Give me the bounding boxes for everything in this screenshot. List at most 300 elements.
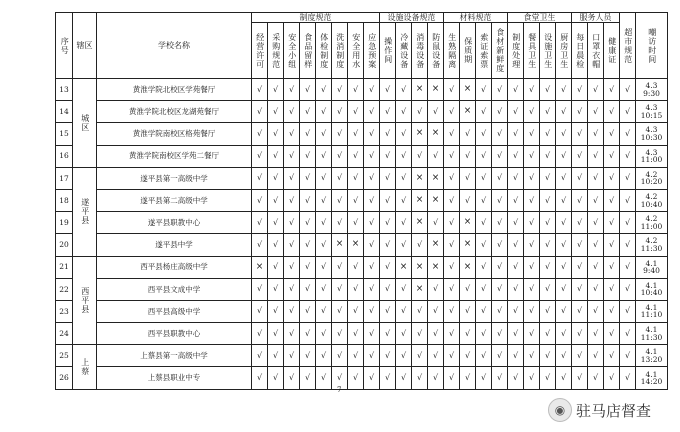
check-mark: √: [588, 323, 604, 345]
check-mark: √: [492, 189, 508, 211]
header-subitem: 食品留样: [300, 23, 316, 79]
district-cell: 上蔡: [73, 345, 97, 389]
check-mark: √: [300, 145, 316, 167]
check-mark: √: [348, 123, 364, 145]
check-mark: √: [364, 123, 380, 145]
table-row: [56, 189, 668, 211]
check-mark: √: [300, 300, 316, 322]
check-mark: √: [364, 167, 380, 189]
check-mark: √: [524, 367, 540, 389]
check-mark: √: [508, 300, 524, 322]
check-mark: √: [588, 145, 604, 167]
check-mark: √: [364, 367, 380, 389]
check-mark: √: [556, 234, 572, 256]
school-name: 上蔡县第一高级中学: [97, 345, 252, 367]
check-mark: √: [620, 256, 636, 278]
visit-time: 4.1 11:10: [636, 300, 668, 322]
check-mark: √: [620, 278, 636, 300]
check-mark: √: [332, 300, 348, 322]
visit-time: 4.1 13:20: [636, 345, 668, 367]
check-mark: √: [572, 278, 588, 300]
check-mark: √: [396, 167, 412, 189]
check-mark: √: [524, 145, 540, 167]
check-mark: √: [556, 278, 572, 300]
check-mark: √: [572, 345, 588, 367]
table-row: [56, 323, 668, 345]
check-mark: √: [316, 278, 332, 300]
check-mark: √: [396, 278, 412, 300]
check-mark: √: [348, 367, 364, 389]
check-mark: √: [620, 323, 636, 345]
check-mark: √: [316, 101, 332, 123]
check-mark: √: [348, 345, 364, 367]
check-mark: √: [524, 345, 540, 367]
school-name: 西平县职教中心: [97, 323, 252, 345]
check-mark: √: [540, 345, 556, 367]
check-mark: √: [524, 189, 540, 211]
check-mark: √: [620, 212, 636, 234]
check-mark: √: [508, 189, 524, 211]
school-name: 遂平县职教中心: [97, 212, 252, 234]
check-mark: √: [252, 212, 268, 234]
check-mark: √: [572, 167, 588, 189]
check-mark: √: [380, 256, 396, 278]
check-mark: √: [476, 212, 492, 234]
check-mark: √: [524, 234, 540, 256]
district-cell: 遂平县: [73, 167, 97, 256]
check-mark: √: [556, 300, 572, 322]
check-mark: √: [284, 323, 300, 345]
check-mark: √: [300, 101, 316, 123]
check-mark: √: [540, 189, 556, 211]
check-mark: √: [444, 300, 460, 322]
header-subitem: 洗消制度: [332, 23, 348, 79]
row-seq: 16: [56, 145, 73, 167]
visit-time: 4.1 9:40: [636, 256, 668, 278]
check-mark: √: [492, 79, 508, 101]
check-mark: √: [268, 323, 284, 345]
school-name: 黄淮学院南校区学苑二餐厅: [97, 145, 252, 167]
header-group-system: 制度规范: [252, 13, 380, 23]
check-mark: √: [252, 167, 268, 189]
check-mark: √: [476, 189, 492, 211]
check-mark: √: [540, 123, 556, 145]
table-row: [56, 167, 668, 189]
check-mark: √: [540, 278, 556, 300]
check-mark: √: [252, 145, 268, 167]
check-mark: √: [268, 234, 284, 256]
check-mark: √: [508, 323, 524, 345]
cross-mark: ×: [428, 123, 444, 145]
cross-mark: ×: [412, 167, 428, 189]
district-cell: 西平县: [73, 256, 97, 345]
check-mark: √: [476, 345, 492, 367]
header-district: 辖区: [73, 13, 97, 79]
header-supermarket: 超市规范: [620, 13, 636, 79]
check-mark: √: [300, 278, 316, 300]
check-mark: √: [460, 323, 476, 345]
check-mark: √: [428, 323, 444, 345]
check-mark: √: [524, 278, 540, 300]
check-mark: √: [476, 256, 492, 278]
check-mark: √: [588, 189, 604, 211]
check-mark: √: [588, 212, 604, 234]
check-mark: √: [316, 367, 332, 389]
cross-mark: ×: [460, 256, 476, 278]
check-mark: √: [300, 345, 316, 367]
table-row: [56, 101, 668, 123]
check-mark: √: [444, 234, 460, 256]
check-mark: √: [348, 323, 364, 345]
cross-mark: ×: [428, 189, 444, 211]
check-mark: √: [284, 101, 300, 123]
check-mark: √: [348, 300, 364, 322]
check-mark: √: [508, 278, 524, 300]
check-mark: √: [332, 367, 348, 389]
check-mark: √: [572, 367, 588, 389]
page-number: 7: [337, 386, 342, 394]
check-mark: √: [348, 167, 364, 189]
check-mark: √: [556, 189, 572, 211]
header-subitem: 餐具卫生: [524, 23, 540, 79]
check-mark: √: [332, 345, 348, 367]
check-mark: √: [540, 101, 556, 123]
check-mark: √: [396, 234, 412, 256]
check-mark: √: [556, 367, 572, 389]
check-mark: √: [508, 145, 524, 167]
check-mark: √: [444, 123, 460, 145]
check-mark: √: [492, 256, 508, 278]
cross-mark: ×: [252, 256, 268, 278]
check-mark: √: [348, 145, 364, 167]
table-row: [56, 278, 668, 300]
check-mark: √: [524, 79, 540, 101]
header-subitem: 每日晨检: [572, 23, 588, 79]
check-mark: √: [428, 278, 444, 300]
row-seq: 24: [56, 323, 73, 345]
check-mark: √: [364, 256, 380, 278]
check-mark: √: [348, 256, 364, 278]
check-mark: √: [460, 367, 476, 389]
check-mark: √: [492, 234, 508, 256]
check-mark: √: [572, 189, 588, 211]
check-mark: √: [444, 345, 460, 367]
row-seq: 19: [56, 212, 73, 234]
check-mark: √: [444, 323, 460, 345]
check-mark: √: [572, 234, 588, 256]
check-mark: √: [620, 345, 636, 367]
check-mark: √: [284, 278, 300, 300]
check-mark: √: [572, 212, 588, 234]
check-mark: √: [428, 367, 444, 389]
check-mark: √: [332, 79, 348, 101]
check-mark: √: [604, 189, 620, 211]
check-mark: √: [268, 256, 284, 278]
header-subitem: 冷藏设备: [396, 23, 412, 79]
table-row: [56, 123, 668, 145]
check-mark: √: [268, 167, 284, 189]
check-mark: √: [556, 101, 572, 123]
check-mark: √: [268, 189, 284, 211]
check-mark: √: [300, 167, 316, 189]
visit-time: 4.1 10:40: [636, 278, 668, 300]
check-mark: √: [252, 367, 268, 389]
check-mark: √: [460, 300, 476, 322]
check-mark: √: [476, 101, 492, 123]
check-mark: √: [316, 123, 332, 145]
check-mark: √: [300, 123, 316, 145]
check-mark: √: [508, 345, 524, 367]
header-subitem: 安全小组: [284, 23, 300, 79]
check-mark: √: [444, 79, 460, 101]
check-mark: √: [444, 367, 460, 389]
check-mark: √: [380, 323, 396, 345]
check-mark: √: [284, 212, 300, 234]
check-mark: √: [572, 256, 588, 278]
check-mark: √: [524, 167, 540, 189]
cross-mark: ×: [428, 256, 444, 278]
check-mark: √: [380, 79, 396, 101]
check-mark: √: [380, 367, 396, 389]
check-mark: √: [604, 234, 620, 256]
check-mark: √: [508, 167, 524, 189]
check-mark: √: [604, 101, 620, 123]
check-mark: √: [364, 189, 380, 211]
check-mark: √: [380, 234, 396, 256]
check-mark: √: [316, 345, 332, 367]
check-mark: √: [268, 212, 284, 234]
check-mark: √: [332, 212, 348, 234]
table-row: [56, 79, 668, 101]
check-mark: √: [284, 123, 300, 145]
check-mark: √: [428, 145, 444, 167]
check-mark: √: [396, 345, 412, 367]
school-name: 黄淮学院南校区格苑餐厅: [97, 123, 252, 145]
check-mark: √: [620, 234, 636, 256]
check-mark: √: [364, 300, 380, 322]
check-mark: √: [428, 101, 444, 123]
check-mark: √: [540, 367, 556, 389]
cross-mark: ×: [412, 79, 428, 101]
check-mark: √: [508, 256, 524, 278]
check-mark: √: [556, 167, 572, 189]
check-mark: √: [300, 79, 316, 101]
header-subitem: 应急预案: [364, 23, 380, 79]
table-row: [56, 234, 668, 256]
cross-mark: ×: [460, 101, 476, 123]
visit-time: 4.2 10:40: [636, 189, 668, 211]
check-mark: √: [300, 234, 316, 256]
check-mark: √: [300, 212, 316, 234]
row-seq: 13: [56, 79, 73, 101]
cross-mark: ×: [332, 234, 348, 256]
header-subitem: 操作间: [380, 23, 396, 79]
check-mark: √: [540, 256, 556, 278]
check-mark: √: [316, 212, 332, 234]
check-mark: √: [476, 300, 492, 322]
check-mark: √: [476, 123, 492, 145]
check-mark: √: [460, 278, 476, 300]
check-mark: √: [492, 300, 508, 322]
check-mark: √: [348, 79, 364, 101]
check-mark: √: [524, 323, 540, 345]
check-mark: √: [588, 278, 604, 300]
visit-time: 4.2 10:20: [636, 167, 668, 189]
check-mark: √: [284, 145, 300, 167]
check-mark: √: [300, 323, 316, 345]
check-mark: √: [444, 278, 460, 300]
cross-mark: ×: [460, 212, 476, 234]
check-mark: √: [348, 189, 364, 211]
check-mark: √: [300, 189, 316, 211]
watermark: [548, 398, 651, 422]
check-mark: √: [268, 79, 284, 101]
check-mark: √: [524, 300, 540, 322]
row-seq: 17: [56, 167, 73, 189]
check-mark: √: [380, 167, 396, 189]
header-subitem: 防鼠设备: [428, 23, 444, 79]
check-mark: √: [620, 123, 636, 145]
check-mark: √: [588, 101, 604, 123]
check-mark: √: [588, 300, 604, 322]
check-mark: √: [620, 101, 636, 123]
check-mark: √: [540, 300, 556, 322]
check-mark: √: [316, 189, 332, 211]
check-mark: √: [268, 300, 284, 322]
visit-time: 4.3 10:15: [636, 101, 668, 123]
check-mark: √: [460, 189, 476, 211]
check-mark: √: [492, 123, 508, 145]
check-mark: √: [252, 345, 268, 367]
check-mark: √: [284, 256, 300, 278]
cross-mark: ×: [348, 234, 364, 256]
check-mark: √: [316, 167, 332, 189]
inspection-table: [55, 12, 668, 390]
check-mark: √: [300, 367, 316, 389]
row-seq: 18: [56, 189, 73, 211]
school-name: 西平县高级中学: [97, 300, 252, 322]
check-mark: √: [428, 345, 444, 367]
check-mark: √: [604, 145, 620, 167]
header-subitem: 健康证: [604, 23, 620, 79]
check-mark: √: [396, 367, 412, 389]
check-mark: √: [588, 256, 604, 278]
check-mark: √: [332, 278, 348, 300]
check-mark: √: [604, 323, 620, 345]
visit-time: 4.3 11:00: [636, 145, 668, 167]
watermark-text: 驻马店督查: [576, 401, 652, 420]
check-mark: √: [252, 278, 268, 300]
table-row: [56, 145, 668, 167]
header-group-staff: 服务人员: [572, 13, 620, 23]
check-mark: √: [524, 256, 540, 278]
row-seq: 21: [56, 256, 73, 278]
check-mark: √: [444, 167, 460, 189]
check-mark: √: [396, 145, 412, 167]
check-mark: √: [396, 323, 412, 345]
check-mark: √: [364, 145, 380, 167]
check-mark: √: [364, 212, 380, 234]
row-seq: 20: [56, 234, 73, 256]
check-mark: √: [252, 101, 268, 123]
header-seq: 序号: [56, 13, 73, 79]
school-name: 黄淮学院北校区龙湖苑餐厅: [97, 101, 252, 123]
check-mark: √: [588, 167, 604, 189]
header-subitem: 消毒设备: [412, 23, 428, 79]
check-mark: √: [476, 278, 492, 300]
check-mark: √: [364, 278, 380, 300]
check-mark: √: [268, 145, 284, 167]
check-mark: √: [460, 123, 476, 145]
check-mark: √: [556, 256, 572, 278]
check-mark: √: [444, 212, 460, 234]
check-mark: √: [508, 101, 524, 123]
check-mark: √: [268, 278, 284, 300]
row-seq: 14: [56, 101, 73, 123]
check-mark: √: [380, 101, 396, 123]
check-mark: √: [316, 145, 332, 167]
check-mark: √: [284, 234, 300, 256]
check-mark: √: [588, 79, 604, 101]
check-mark: √: [540, 234, 556, 256]
check-mark: √: [604, 278, 620, 300]
check-mark: √: [252, 123, 268, 145]
check-mark: √: [572, 79, 588, 101]
check-mark: √: [620, 79, 636, 101]
school-name: 遂平县中学: [97, 234, 252, 256]
check-mark: √: [572, 145, 588, 167]
check-mark: √: [540, 145, 556, 167]
header-group-facility: 设施设备规范: [380, 13, 444, 23]
check-mark: √: [316, 300, 332, 322]
visit-time: 4.3 10:30: [636, 123, 668, 145]
check-mark: √: [396, 101, 412, 123]
cross-mark: ×: [396, 256, 412, 278]
row-seq: 22: [56, 278, 73, 300]
header-visit-time: 嘲访时间: [636, 13, 668, 79]
header-subitem: 设施卫生: [540, 23, 556, 79]
check-mark: √: [364, 101, 380, 123]
header-subitem: 保质期: [460, 23, 476, 79]
check-mark: √: [332, 145, 348, 167]
check-mark: √: [348, 212, 364, 234]
check-mark: √: [252, 189, 268, 211]
check-mark: √: [380, 345, 396, 367]
check-mark: √: [412, 234, 428, 256]
check-mark: √: [284, 167, 300, 189]
check-mark: √: [572, 101, 588, 123]
wechat-icon: ◉: [548, 398, 572, 422]
check-mark: √: [476, 234, 492, 256]
table-row: [56, 256, 668, 278]
school-name: 西平县文成中学: [97, 278, 252, 300]
check-mark: √: [332, 123, 348, 145]
check-mark: √: [380, 189, 396, 211]
check-mark: √: [620, 300, 636, 322]
check-mark: √: [332, 189, 348, 211]
check-mark: √: [396, 79, 412, 101]
check-mark: √: [396, 123, 412, 145]
cross-mark: ×: [412, 256, 428, 278]
check-mark: √: [556, 345, 572, 367]
check-mark: √: [444, 101, 460, 123]
check-mark: √: [588, 234, 604, 256]
check-mark: √: [572, 123, 588, 145]
check-mark: √: [492, 278, 508, 300]
check-mark: √: [604, 123, 620, 145]
check-mark: √: [620, 189, 636, 211]
check-mark: √: [604, 256, 620, 278]
